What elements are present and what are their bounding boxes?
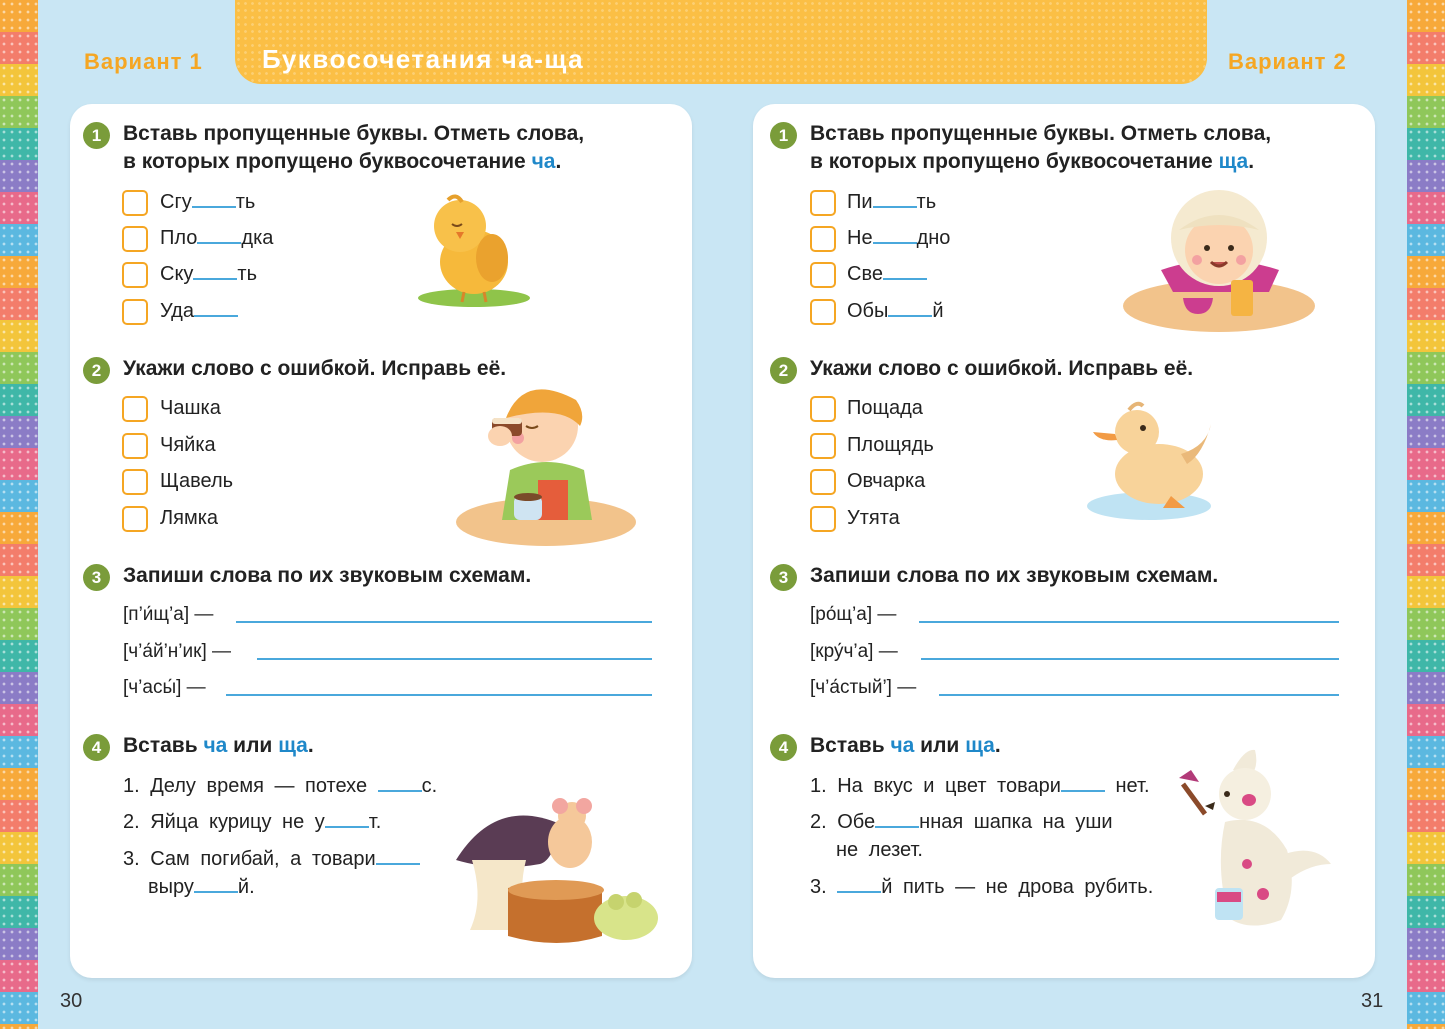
word-part: ть	[916, 191, 937, 213]
highlight-letters: ча	[203, 734, 228, 757]
question-line	[810, 148, 1271, 176]
letter-blank[interactable]	[1061, 776, 1105, 792]
letter-blank[interactable]	[192, 192, 236, 208]
girl-tea-illustration	[1121, 186, 1317, 338]
answer-line[interactable]	[939, 694, 1339, 696]
page-number-left: 30	[60, 990, 83, 1012]
word-part: й	[932, 300, 944, 322]
question-line-part: или	[914, 734, 966, 757]
word-option: Чяйка	[160, 434, 216, 456]
letter-blank[interactable]	[194, 877, 238, 893]
question-line	[123, 148, 584, 176]
word-option	[847, 191, 936, 214]
question-line: Вставь пропущенные буквы. Отметь слова,	[810, 122, 1272, 145]
answer-checkbox[interactable]	[810, 226, 836, 252]
answer-checkbox[interactable]	[122, 299, 148, 325]
mushroom-mouse-frog-illustration	[450, 788, 664, 944]
word-part: ть	[235, 191, 256, 213]
word-option	[847, 227, 950, 250]
letter-blank[interactable]	[197, 228, 241, 244]
letter-blank[interactable]	[837, 877, 881, 893]
word-part: Обы	[847, 300, 889, 322]
word-option: Пощада	[847, 397, 923, 419]
proverb-part: с.	[421, 775, 438, 797]
letter-blank[interactable]	[325, 812, 369, 828]
letter-blank[interactable]	[888, 301, 932, 317]
page-number-right: 31	[1361, 990, 1384, 1012]
word-part: Уда	[160, 300, 194, 322]
word-part: Пло	[160, 227, 198, 249]
question-line-part: .	[307, 734, 314, 757]
proverb	[810, 876, 1153, 899]
answer-checkbox[interactable]	[810, 433, 836, 459]
answer-checkbox[interactable]	[122, 262, 148, 288]
sound-scheme: [ч’а́й’н’ик] —	[123, 641, 231, 662]
worksheet-card-variant-2	[753, 104, 1375, 978]
highlight-letters: ща	[278, 734, 308, 757]
sound-scheme: [кру́ч’а] —	[810, 641, 898, 662]
question-number: 1	[83, 122, 110, 149]
word-part: ть	[237, 263, 258, 285]
letter-blank[interactable]	[873, 228, 917, 244]
proverb-part: 1. Делу время — потехе	[123, 775, 378, 797]
question-line: Вставь пропущенные буквы. Отметь слова,	[123, 122, 585, 145]
proverb	[810, 775, 1150, 798]
word-option	[847, 300, 944, 323]
chick-illustration	[412, 192, 534, 310]
proverb	[148, 876, 255, 899]
proverb-part: 2. Яйца курицу не у	[123, 811, 325, 833]
question-text: Запиши слова по их звуковым схемам.	[810, 564, 1219, 587]
boy-eating-illustration	[454, 374, 638, 550]
question-line-part: Вставь	[810, 734, 891, 757]
question-number: 4	[770, 734, 797, 761]
proverb-part: 3. Сам погибай, а товари	[123, 848, 376, 870]
highlight-letters: ча	[890, 734, 915, 757]
decorative-stripe-right	[1407, 0, 1445, 1029]
question-number: 4	[83, 734, 110, 761]
proverb-part: 1. На вкус и цвет товари	[810, 775, 1061, 797]
question-text: Укажи слово с ошибкой. Исправь её.	[810, 357, 1194, 380]
question-text: Укажи слово с ошибкой. Исправь её.	[123, 357, 507, 380]
letter-blank[interactable]	[194, 301, 238, 317]
word-option: Щавель	[160, 470, 234, 492]
question-line-part: в которых пропущено буквосочетание	[123, 150, 532, 173]
word-part: Све	[847, 263, 883, 285]
letter-blank[interactable]	[873, 192, 917, 208]
word-option	[847, 263, 927, 286]
question-number: 1	[770, 122, 797, 149]
question-line-part: или	[227, 734, 279, 757]
proverb	[123, 848, 420, 871]
proverb	[123, 811, 381, 834]
answer-checkbox[interactable]	[810, 396, 836, 422]
question-line-part: в которых пропущено буквосочетание	[810, 150, 1219, 173]
page-title: Буквосочетания ча-ща	[262, 44, 585, 74]
question-text: Запиши слова по их звуковым схемам.	[123, 564, 532, 587]
proverb	[123, 775, 437, 798]
word-part: Сгу	[160, 191, 192, 213]
answer-checkbox[interactable]	[810, 262, 836, 288]
word-part: дка	[241, 227, 274, 249]
word-part: Не	[847, 227, 873, 249]
decorative-stripe-left	[0, 0, 38, 1029]
proverb-part: выру	[148, 876, 194, 898]
letter-blank[interactable]	[875, 812, 919, 828]
answer-checkbox[interactable]	[810, 190, 836, 216]
answer-checkbox[interactable]	[810, 299, 836, 325]
word-option: Овчарка	[847, 470, 926, 492]
word-part: Ску	[160, 263, 194, 285]
highlight-letters: ча	[531, 150, 556, 173]
answer-checkbox[interactable]	[122, 433, 148, 459]
word-option: Чашка	[160, 397, 221, 419]
word-part: Пи	[847, 191, 873, 213]
question-text	[810, 732, 1001, 760]
answer-checkbox[interactable]	[122, 396, 148, 422]
question-line-part: .	[994, 734, 1001, 757]
proverb-part: 2. Обе	[810, 811, 876, 833]
proverb-part: й.	[237, 876, 255, 898]
highlight-letters: ща	[965, 734, 995, 757]
answer-line[interactable]	[921, 658, 1339, 660]
question-number: 3	[83, 564, 110, 591]
answer-checkbox[interactable]	[122, 226, 148, 252]
word-option	[160, 191, 255, 214]
question-line-part: Вставь	[123, 734, 204, 757]
letter-blank[interactable]	[378, 776, 422, 792]
highlight-letters: ща	[1218, 150, 1249, 173]
word-option: Утята	[847, 507, 900, 529]
answer-checkbox[interactable]	[122, 506, 148, 532]
question-text	[810, 120, 1271, 176]
sound-scheme: [ч’а́стый’] —	[810, 677, 917, 698]
answer-checkbox[interactable]	[810, 469, 836, 495]
proverb-part: й пить — не дрова рубить.	[881, 876, 1154, 898]
answer-line[interactable]	[257, 658, 652, 660]
word-part: дно	[916, 227, 951, 249]
proverb	[810, 811, 1113, 834]
variant-label-right: Вариант 2	[1228, 49, 1347, 74]
question-text	[123, 732, 314, 760]
sound-scheme: [ч’асы́] —	[123, 677, 206, 698]
question-number: 3	[770, 564, 797, 591]
answer-line[interactable]	[919, 621, 1339, 623]
sound-scheme: [п’и́щ’а] —	[123, 604, 214, 625]
duckling-illustration	[1085, 396, 1219, 522]
answer-line[interactable]	[226, 694, 652, 696]
word-option	[160, 227, 273, 250]
question-text	[123, 120, 584, 176]
worksheet-card-variant-1	[70, 104, 692, 978]
question-number: 2	[83, 357, 110, 384]
answer-line[interactable]	[236, 621, 652, 623]
answer-checkbox[interactable]	[810, 506, 836, 532]
proverb-part: нная шапка на уши	[919, 811, 1113, 833]
sound-scheme: [ро́щ’а] —	[810, 604, 897, 625]
word-option: Лямка	[160, 507, 219, 529]
proverb-part: 3.	[810, 876, 838, 898]
painting-dog-illustration	[1175, 744, 1345, 940]
word-option: Площядь	[847, 434, 934, 456]
question-line-part: .	[555, 150, 562, 173]
letter-blank[interactable]	[376, 849, 420, 865]
question-number: 2	[770, 357, 797, 384]
answer-checkbox[interactable]	[122, 190, 148, 216]
letter-blank[interactable]	[883, 264, 927, 280]
proverb-part: т.	[368, 811, 382, 833]
letter-blank[interactable]	[193, 264, 237, 280]
answer-checkbox[interactable]	[122, 469, 148, 495]
variant-label-left: Вариант 1	[84, 49, 203, 74]
word-option	[160, 300, 238, 323]
question-line-part: .	[1248, 150, 1255, 173]
word-option	[160, 263, 257, 286]
proverb-part: нет.	[1115, 775, 1150, 797]
proverb: не лезет.	[836, 839, 923, 861]
